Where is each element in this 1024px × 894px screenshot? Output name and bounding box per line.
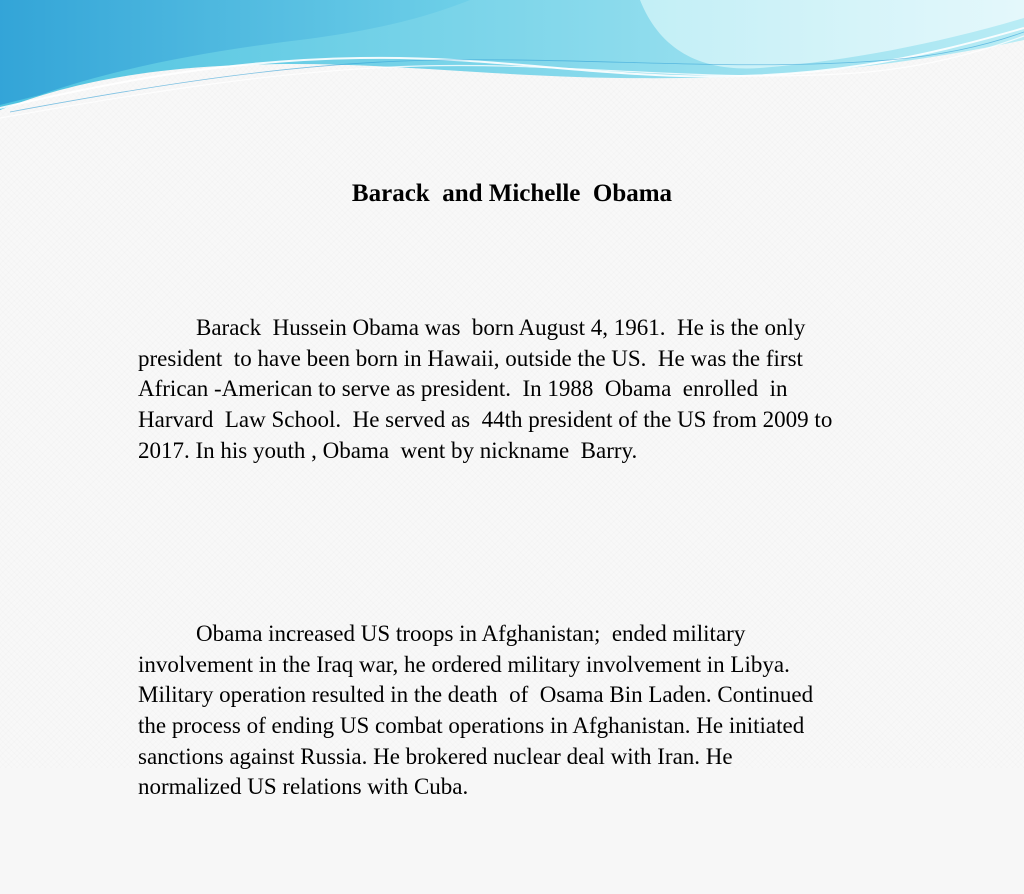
paragraph-line: Harvard Law School. He served as 44th president of the US from 2009 to [138, 406, 833, 432]
paragraph-line: Military operation resulted in the death of Osama Bin Laden. Continued [138, 682, 814, 708]
slide-body [138, 252, 928, 894]
paragraph-2 [138, 558, 928, 864]
slide-title: Barack and Michelle Obama [351, 180, 673, 207]
paragraph-line: sanctions against Russia. He brokered nuclear deal with Iran. He [138, 743, 733, 769]
paragraph-line: involvement in the Iraq war, he ordered military involvement in Libya. [138, 651, 790, 677]
paragraph-1 [138, 252, 928, 527]
paragraph-line: 2017. In his youth , Obama went by nickname Barry. [138, 437, 638, 463]
paragraph-line: president to have been born in Hawaii, outside the US. He was the first [138, 345, 803, 371]
paragraph-line: normalized US relations with Cuba. [138, 774, 469, 800]
paragraph-line: the process of ending US combat operations in Afghanistan. He initiated [138, 712, 805, 738]
paragraph-line: Obama increased US troops in Afghanistan; ended military [196, 621, 746, 647]
paragraph-line: Barack Hussein Obama was born August 4, 1961. He is the only [196, 315, 806, 341]
paragraph-line: African -American to serve as president. In 1988 Obama enrolled in [138, 376, 788, 402]
decorative-wave-header [0, 0, 1024, 130]
